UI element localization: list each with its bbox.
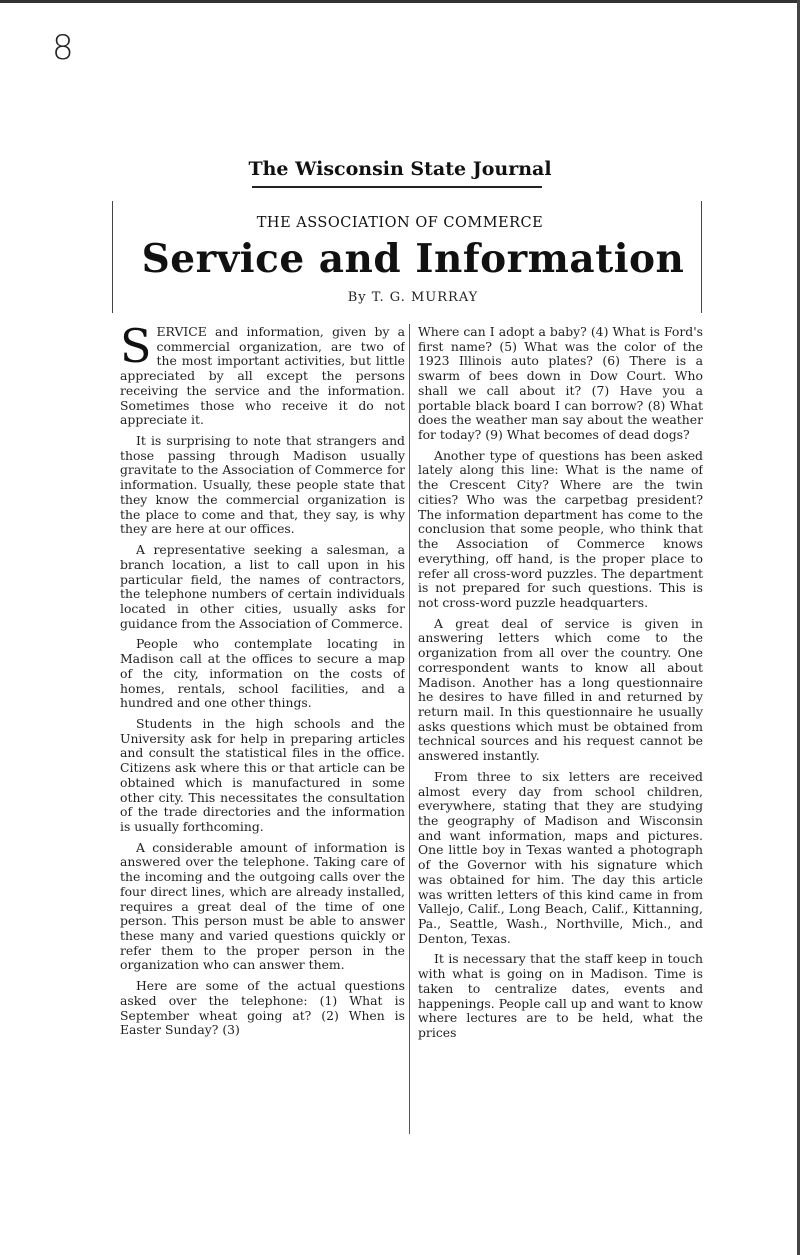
article-column-right — [418, 325, 703, 1135]
newspaper-masthead: The Wisconsin State Journal — [248, 158, 552, 180]
paragraph: People who contemplate locating in Madison call at the offices to secure a map of the city, information on the costs of homes, rentals, school facilities, and a hundred and one other things. — [120, 636, 405, 711]
article-column-left — [120, 325, 405, 1135]
scan-top-edge — [0, 0, 800, 3]
article-kicker: THE ASSOCIATION OF COMMERCE — [256, 215, 544, 231]
paragraph: Here are some of the actual questions asked over the telephone: (1) What is September wheat going at? (2) When is Easter Sunday? (3) — [120, 978, 405, 1038]
paragraph: Where can I adopt a baby? (4) What is Ford's first name? (5) What was the color of the 1923 Illinois auto plates? (6) There is a swarm of bees down in Dow Court. Who shall we call about it? (7) Have you a portable black board I can borrow? (8) What does the weather man say about the weather for today? (9) What becomes of dead dogs? — [418, 325, 703, 443]
paragraph-text: ERVICE and information, given by a commercial organization, are two of the most important activities, but little appreciated by all except the persons receiving the service and the information. Sometimes those who receive it do not appreciate it. — [120, 325, 405, 428]
paragraph: It is necessary that the staff keep in touch with what is going on in Madison. Time is taken to centralize dates, events and happenings. People call up and want to know where lectures are to be held, what the prices — [418, 951, 703, 1041]
article-headline: Service and Information — [141, 236, 685, 282]
paragraph: Another type of questions has been asked lately along this line: What is the name of the Crescent City? Where are the twin cities? Who was the carpetbag president? The information department has come to the conclusion that some people, who think that the Association of Commerce knows everything, off hand, is the proper place to refer all cross-word puzzles. The department is not prepared for such questions. This is not cross-word puzzle headquarters. — [418, 447, 703, 610]
paragraph: Students in the high schools and the University ask for help in preparing articles and consult the statistical files in the office. Citizens ask where this or that article can be obtained which is manufactured in some other city. This necessitates the consultation of the trade directories and the information is usually forthcoming. — [120, 715, 405, 834]
paragraph: A representative seeking a salesman, a branch location, a list to call upon in his particular field, the names of contractors, the telephone numbers of certain individuals located in other cities, usually asks for guidance from the Association of Commerce. — [120, 542, 405, 631]
paragraph: A great deal of service is given in answering letters which come to the organization from all over the country. One correspondent wants to know all about Madison. Another has a long questionnaire he desires to have filled in and returned by return mail. In this questionnaire he usually asks questions which must be obtained from technical sources and his request cannot be answered instantly. — [418, 615, 703, 764]
page-number: 8 — [52, 28, 74, 68]
paragraph: It is surprising to note that strangers and those passing through Madison usually gravitate to the Association of Commerce for information. Usually, these people state that they know the commercial organization is the place to come and that, they say, is why they are here at our offices. — [120, 433, 405, 537]
masthead-rule — [252, 186, 542, 188]
paragraph: A considerable amount of information is answered over the telephone. Taking care of the incoming and the outgoing calls over the four direct lines, which are already installed, requires a great deal of the time of one person. This person must be able to answer these many and varied questions quickly or refer them to the proper person in the organization who can answer them. — [120, 839, 405, 973]
article-byline: By T. G. MURRAY — [347, 290, 479, 305]
paragraph — [120, 325, 405, 428]
paragraph: From three to six letters are received almost every day from school children, everywhere, stating that they are studying the geography of Madison and Wisconsin and want information, maps and pictures. One little boy in Texas wanted a photograph of the Governor with his signature which was obtained for him. The day this article was written letters of this kind came in from Vallejo, Calif., Long Beach, Calif., Kittanning, Pa., Seattle, Wash., Northville, Mich., and Denton, Texas. — [418, 768, 703, 946]
column-divider — [409, 324, 410, 1134]
drop-cap: S — [120, 325, 152, 373]
